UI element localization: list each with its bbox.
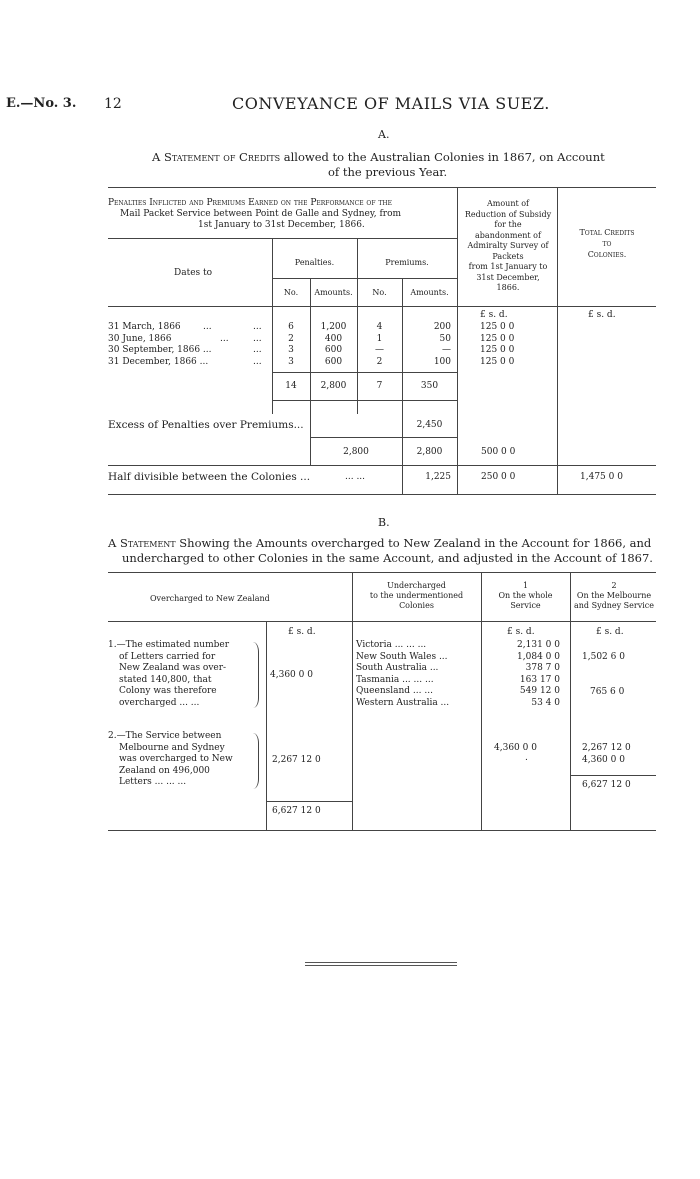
section-b-heading [108,536,651,550]
table-row [108,357,653,369]
col-undercharged-header [352,581,481,611]
premiums-amounts-header: Amounts. [410,288,449,297]
row-date: 30 June, 1866 [108,333,172,344]
row-pen-amt: 400 [324,333,343,344]
table-a-header-reduction [458,199,558,294]
row-pen-amt: 1,200 [320,322,347,332]
item-2-dot: . [525,753,528,763]
penalties-amounts-header: Amounts. [314,288,353,297]
colony-whole-amount: 163 17 0 [519,674,560,685]
colony-name: Queensland ... ... [356,686,433,696]
item-2-line: was overcharged to New [119,754,233,764]
row-pre-amt: — [442,345,451,355]
table-a-rule [310,437,457,438]
colony-name: Tasmania ... ... ... [356,674,434,685]
row-reduction: 125 0 0 [480,345,515,355]
header-line: Amount of [486,199,530,208]
row-pen-amt: 600 [324,345,343,355]
colony-whole-amount: 53 4 0 [531,697,560,708]
row-date: 31 December, 1866 ... [108,356,209,367]
header-line: Packets [492,251,524,261]
section-b-heading-line2: undercharged to other Colonies in the same Account, and adjusted in the Account of 1867. [122,551,653,565]
row-date: 31 March, 1866 [108,322,181,332]
row-pen-no: 6 [288,322,294,332]
half-leader: ... ... [345,472,366,482]
table-row [108,345,653,357]
row-reduction: 125 0 0 [480,322,515,332]
header-line: Admiralty Survey of [467,241,549,250]
col-whole-service-header [481,581,570,611]
item-2-melbourne-b: 4,360 0 0 [582,755,625,765]
lsd-header: £ s. d. [507,627,535,637]
row-reduction: 125 0 0 [480,333,515,344]
total-pen-no: 14 [285,381,297,391]
table-b-rule [108,621,656,622]
header-left-line: Penalties Inflicted and Premiums Earned on the Performance of the [108,198,392,208]
item-2-line: Letters ... ... ... [119,777,187,787]
row-pen-no: 3 [288,345,294,355]
table-a-rule [272,400,457,401]
sum-reduction: 500 0 0 [481,447,516,457]
header-left-line: Mail Packet Service between Point de Galle and Sydney, from [120,209,402,219]
header-line: 2 [611,581,617,590]
table-a-header-left [108,198,401,231]
table-a-vrule [310,414,311,465]
item-2-melbourne-a: 2,267 12 0 [582,743,631,753]
colony-whole-amount: 378 7 0 [525,663,560,673]
section-a-heading-rest: allowed to the Australian Colonies in 1867, on Account [283,150,605,164]
row-pen-no: 3 [288,356,294,367]
header-line: from 1st January to [468,262,548,271]
half-value: 1,225 [425,472,451,482]
total-lsd-header: £ s. d. [588,310,616,320]
item-2-whole-service: 4,360 0 0 [494,743,537,753]
item-2-melbourne-total: 6,627 12 0 [582,780,631,790]
item-2-amount: 2,267 12 0 [272,755,321,765]
section-a-label: A. [378,128,390,141]
table-a-bottom-rule [108,494,656,495]
colony-whole-amount: 549 12 0 [519,686,560,696]
row-pre-amt: 200 [433,322,451,332]
colony-name: Western Australia ... [356,697,450,708]
col-overcharged-header: Overcharged to New Zealand [150,594,270,603]
item-1-amount: 4,360 0 0 [270,670,313,680]
reduction-lsd-header: £ s. d. [480,310,508,320]
header-line: Colonies [399,601,434,610]
row-leader: ... [203,322,212,332]
total-pre-no: 7 [376,381,383,391]
header-line: Service [510,601,541,610]
melbourne-amount-1: 1,502 6 0 [582,652,625,662]
table-row [108,334,653,346]
sum-penalties: 2,800 [343,447,369,457]
document-reference: E.—No. 3. [6,96,77,111]
colony-name: South Australia ... [356,663,439,673]
table-a-body [108,322,653,368]
table-b-bottom-rule [108,830,656,831]
section-a-heading [152,150,605,164]
header-line: On the whole [498,591,553,600]
colonies-list [356,640,449,709]
table-b-top-rule [108,572,656,573]
table-a-rule [272,372,457,373]
section-a-heading-lead: A Statement of Credits [152,150,281,164]
lsd-header: £ s. d. [288,627,316,637]
table-a-rule [108,465,656,466]
item-1-line: overcharged ... ... [119,697,200,708]
header-line: Total Credits [579,228,635,237]
table-a-rule [108,238,457,239]
header-line: Undercharged [387,581,446,590]
row-pen-amt: 600 [324,356,343,367]
lsd-header: £ s. d. [596,627,624,637]
item-2-line: Melbourne and Sydney [119,742,225,753]
colony-name: New South Wales ... [356,651,448,662]
row-pen-no: 2 [288,333,294,344]
whole-service-values [482,640,560,709]
row-leader: ... [253,322,262,332]
row-date: 30 September, 1866 ... [108,345,212,355]
table-b-vrule [266,621,267,830]
melbourne-amount-2: 765 6 0 [590,687,625,697]
excess-value: 2,450 [416,420,443,430]
table-a-rule [108,306,656,307]
header-line: 1866. [496,283,520,292]
penalties-header: Penalties. [294,258,335,267]
dates-to-header: Dates to [174,268,213,278]
item-1-line: Colony was therefore [119,686,217,696]
item-2-description [108,731,233,789]
page-title: CONVEYANCE OF MAILS VIA SUEZ. [232,94,550,113]
penalties-no-header: No. [283,288,299,297]
row-pre-no: — [375,345,384,355]
header-line: Reduction of Subsidy [464,209,552,219]
row-pre-no: 1 [376,333,383,344]
colony-name: Victoria ... ... ... [356,640,427,650]
table-a-header-total [558,227,656,260]
premiums-header: Premiums. [385,258,429,267]
total-pre-amt: 350 [420,381,439,391]
header-line: Colonies. [587,250,627,259]
item-2-brace [252,733,259,789]
table-a-rule [272,278,457,279]
header-line: 31st December, [476,272,540,282]
item-2-line: 2.—The Service between [108,731,222,741]
row-pre-amt: 100 [433,356,451,367]
section-a-heading-line2: of the previous Year. [328,165,448,179]
closing-rule [305,962,457,966]
section-b-heading-lead: A Statement [108,536,176,550]
row-pre-no: 4 [376,322,383,332]
row-pre-amt: 50 [439,333,451,344]
half-label: Half divisible between the Colonies ... [108,471,311,483]
item-1-line: of Letters carried for [119,651,216,662]
col-melbourne-header [570,581,658,611]
excess-label: Excess of Penalties over Premiums... [108,419,304,431]
half-total-credit: 1,475 0 0 [580,472,623,482]
total-pen-amt: 2,800 [320,381,347,391]
header-left-line: 1st January to 31st December, 1866. [198,220,365,230]
colony-whole-amount: 2,131 0 0 [517,640,560,650]
item-1-description [108,640,229,709]
item-2-line: Zealand on 496,000 [119,765,210,776]
header-line: to [602,239,612,248]
page-number: 12 [104,96,122,112]
header-line: 1 [522,581,529,590]
item-1-line: stated 140,800, that [119,674,212,685]
table-b-rule [570,775,656,776]
section-b-label: B. [378,516,390,529]
item-1-line: 1.—The estimated number [108,640,229,650]
item-1-brace [252,642,259,708]
sum-premiums: 2,800 [416,447,443,457]
row-leader: ... [253,333,262,344]
header-line: abandonment of [475,230,541,240]
colony-whole-amount: 1,084 0 0 [517,651,560,662]
premiums-no-header: No. [372,288,387,297]
row-pre-no: 2 [376,356,383,367]
row-leader: ... [253,345,262,355]
section-b-heading-rest: Showing the Amounts overcharged to New Zealand in the Account for 1866, and [179,536,652,550]
table-b-rule [266,801,352,802]
row-leader: ... [253,356,262,367]
row-reduction: 125 0 0 [480,356,515,367]
table-row [108,322,653,334]
row-leader: ... [220,333,229,344]
item-1-line: New Zealand was over- [119,663,227,673]
grand-total: 6,627 12 0 [272,806,321,816]
header-line: for the [494,220,522,229]
header-line: and Sydney Service [574,601,654,610]
table-a-top-rule [108,187,656,188]
half-reduction: 250 0 0 [481,472,516,482]
header-line: On the Melbourne [576,591,652,600]
header-line: to the undermentioned [369,591,464,600]
